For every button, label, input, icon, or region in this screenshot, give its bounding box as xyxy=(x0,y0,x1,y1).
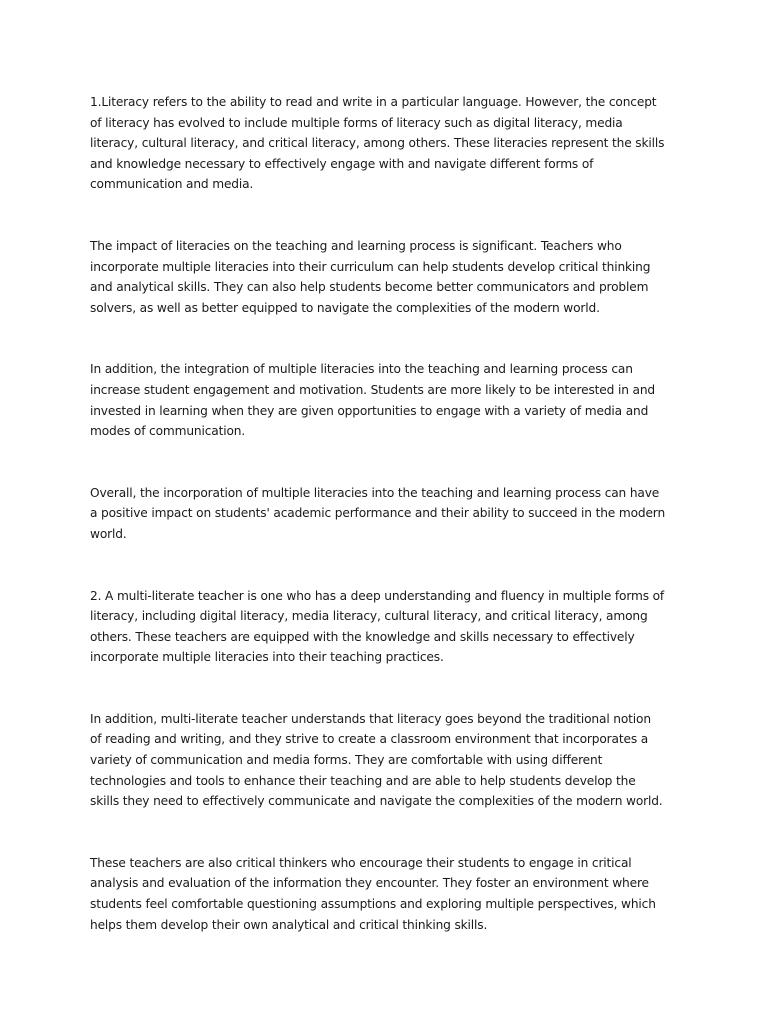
text-line: and analytical skills. They can also help students become better communicators and problem xyxy=(90,280,649,295)
paragraph xyxy=(90,236,690,318)
text-line: In addition, multi-literate teacher understands that literacy goes beyond the traditional notion xyxy=(90,711,651,726)
text-line: incorporate multiple literacies into their curriculum can help students develop critical thinking xyxy=(90,259,651,274)
text-line: solvers, as well as better equipped to navigate the complexities of the modern world. xyxy=(90,300,600,315)
text-line: 1.Literacy refers to the ability to read and write in a particular language. However, the concept xyxy=(90,95,657,109)
text-line: increase student engagement and motivation. Students are more likely to be interested in and xyxy=(90,382,655,397)
text-line: In addition, the integration of multiple literacies into the teaching and learning process can xyxy=(90,362,633,377)
text-line: The impact of literacies on the teaching and learning process is significant. Teachers who xyxy=(90,238,622,253)
document-body xyxy=(90,92,690,976)
text-line: literacy, cultural literacy, and critical literacy, among others. These literacies represent the skills xyxy=(90,136,665,151)
paragraph xyxy=(90,853,690,935)
text-line: of reading and writing, and they strive to create a classroom environment that incorporates a xyxy=(90,732,649,747)
text-line: modes of communication. xyxy=(90,424,246,439)
text-line: analysis and evaluation of the information they encounter. They foster an environment where xyxy=(90,876,649,891)
paragraph xyxy=(90,92,690,195)
text-line: world. xyxy=(90,526,127,541)
text-line: communication and media. xyxy=(90,177,254,192)
paragraph xyxy=(90,483,690,545)
text-line: incorporate multiple literacies into their teaching practices. xyxy=(90,650,444,665)
text-line: These teachers are also critical thinkers who encourage their students to engage in critical xyxy=(90,855,632,870)
text-line: 2. A multi-literate teacher is one who has a deep understanding and fluency in multiple forms of xyxy=(90,588,665,603)
paragraph xyxy=(90,586,690,668)
text-line: helps them develop their own analytical and critical thinking skills. xyxy=(90,917,488,932)
paragraph xyxy=(90,709,690,812)
text-line: technologies and tools to enhance their teaching and are able to help students develop the xyxy=(90,773,636,788)
paragraph xyxy=(90,359,690,441)
text-line: a positive impact on students' academic performance and their ability to succeed in the modern xyxy=(90,506,666,521)
text-line: literacy, including digital literacy, media literacy, cultural literacy, and critical literacy, among xyxy=(90,609,648,624)
text-line: invested in learning when they are given opportunities to engage with a variety of media and xyxy=(90,403,649,418)
text-line: Overall, the incorporation of multiple literacies into the teaching and learning process can have xyxy=(90,485,660,500)
text-line: of literacy has evolved to include multiple forms of literacy such as digital literacy, media xyxy=(90,115,623,130)
text-line: others. These teachers are equipped with the knowledge and skills necessary to effectively xyxy=(90,629,635,644)
text-line: variety of communication and media forms. They are comfortable with using different xyxy=(90,753,603,768)
text-line: skills they need to effectively communicate and navigate the complexities of the modern world. xyxy=(90,794,663,809)
text-line: students feel comfortable questioning assumptions and exploring multiple perspectives, which xyxy=(90,897,656,912)
text-line: and knowledge necessary to effectively engage with and navigate different forms of xyxy=(90,156,594,171)
